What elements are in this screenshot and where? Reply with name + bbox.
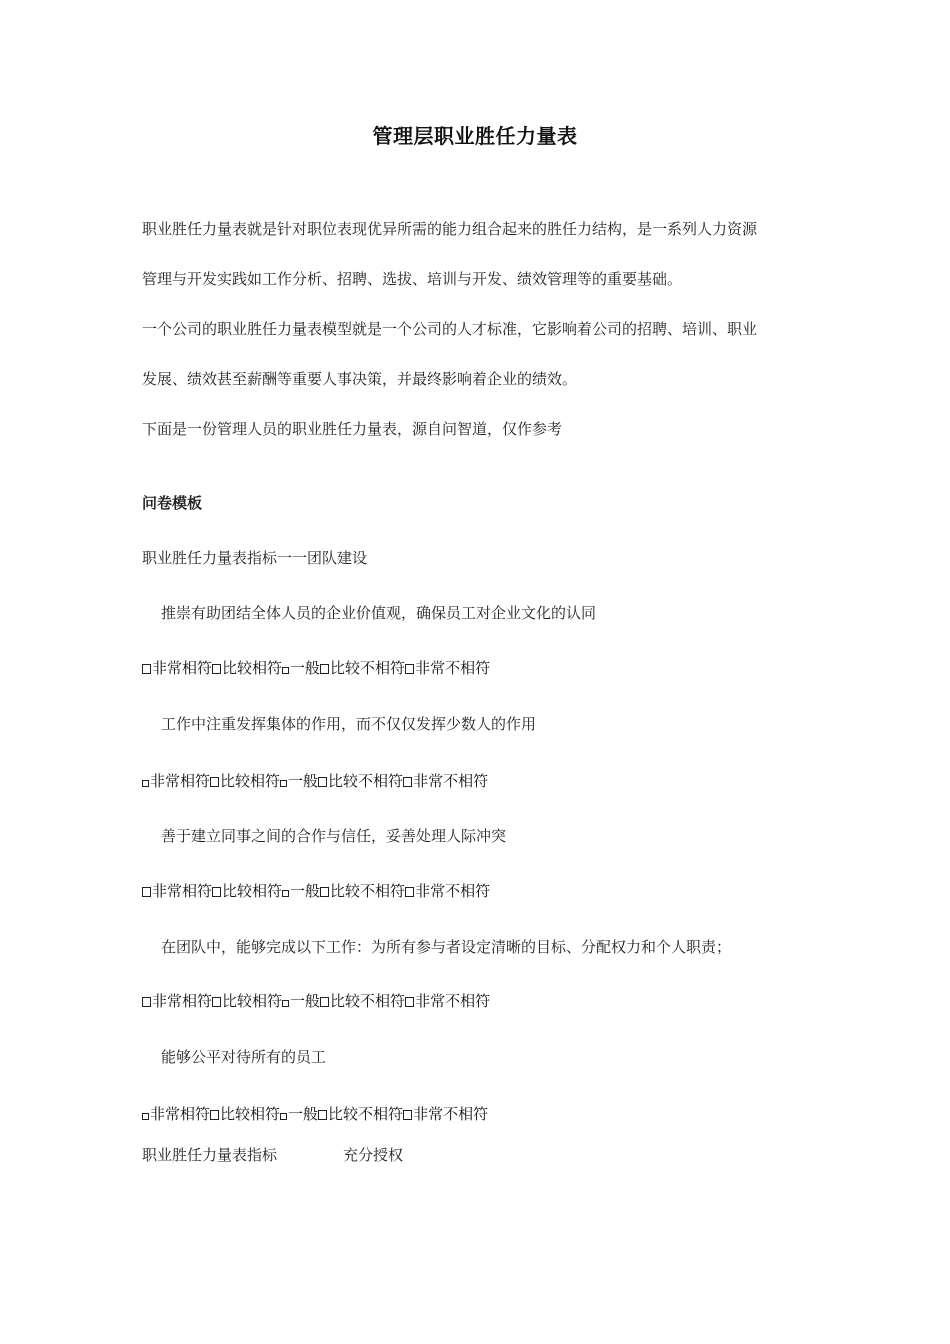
answer-options-4 [142, 991, 490, 1011]
option-very-consistent[interactable] [142, 1104, 210, 1124]
checkbox-icon[interactable] [212, 887, 221, 897]
option-fairly-inconsistent[interactable] [320, 881, 405, 901]
question-item-1: 推崇有助团结全体人员的企业价值观，确保员工对企业文化的认同 [161, 604, 597, 622]
option-fairly-consistent[interactable] [210, 1104, 280, 1124]
option-fairly-consistent[interactable] [212, 658, 282, 678]
option-neutral[interactable] [282, 991, 320, 1011]
answer-options-1 [142, 658, 490, 678]
option-label: 比较相符 [222, 882, 283, 900]
checkbox-icon[interactable] [320, 997, 329, 1007]
option-label: 比较相符 [222, 659, 283, 677]
option-label: 非常相符 [150, 1105, 211, 1123]
checkbox-icon[interactable] [320, 664, 329, 674]
option-very-inconsistent[interactable] [405, 658, 490, 678]
option-very-consistent[interactable] [142, 658, 212, 678]
answer-options-3 [142, 881, 490, 901]
question-item-2: 工作中注重发挥集体的作用，而不仅仅发挥少数人的作用 [161, 715, 537, 733]
option-label: 一般 [288, 772, 319, 790]
question-item-5: 能够公平对待所有的员工 [161, 1048, 327, 1066]
checkbox-icon[interactable] [142, 664, 151, 674]
option-label: 比较不相符 [330, 882, 406, 900]
option-very-consistent[interactable] [142, 991, 212, 1011]
checkbox-icon[interactable] [282, 1000, 289, 1007]
checkbox-icon[interactable] [212, 664, 221, 674]
option-label: 非常相符 [152, 992, 213, 1010]
question-item-4: 在团队中，能够完成以下工作：为所有参与者设定清晰的目标、分配权力和个人职责； [161, 938, 732, 956]
option-label: 非常不相符 [413, 772, 489, 790]
intro-line-5: 下面是一份管理人员的职业胜任力量表，源自问智道，仅作参考 [142, 420, 563, 438]
intro-line-3: 一个公司的职业胜任力量表模型就是一个公司的人才标准，它影响着公司的招聘、培训、职业 [142, 320, 758, 338]
option-neutral[interactable] [280, 771, 318, 791]
option-label: 比较不相符 [328, 772, 404, 790]
option-label: 非常不相符 [415, 992, 491, 1010]
intro-line-2: 管理与开发实践如工作分析、招聘、选拔、培训与开发、绩效管理等的重要基础。 [142, 270, 683, 288]
checkbox-icon[interactable] [210, 1110, 219, 1120]
option-very-inconsistent[interactable] [403, 771, 488, 791]
option-neutral[interactable] [280, 1104, 318, 1124]
option-label: 比较不相符 [330, 992, 406, 1010]
option-very-inconsistent[interactable] [405, 991, 490, 1011]
checkbox-icon[interactable] [212, 997, 221, 1007]
option-label: 非常相符 [150, 772, 211, 790]
document-title: 管理层职业胜任力量表 [372, 124, 578, 148]
checkbox-icon[interactable] [320, 887, 329, 897]
option-label: 比较相符 [220, 772, 281, 790]
checkbox-icon[interactable] [142, 997, 151, 1007]
checkbox-icon[interactable] [318, 777, 327, 787]
option-very-consistent[interactable] [142, 771, 210, 791]
option-neutral[interactable] [282, 881, 320, 901]
option-fairly-consistent[interactable] [212, 991, 282, 1011]
checkbox-icon[interactable] [142, 1113, 149, 1120]
checkbox-icon[interactable] [142, 780, 149, 787]
option-label: 非常不相符 [415, 882, 491, 900]
template-heading: 问卷模板 [142, 494, 203, 512]
intro-line-1: 职业胜任力量表就是针对职位表现优异所需的能力组合起来的胜任力结构，是一系列人力资源 [142, 220, 758, 238]
option-label: 非常相符 [152, 659, 213, 677]
checkbox-icon[interactable] [403, 1110, 412, 1120]
indicator-title: 职业胜任力量表指标一一团队建设 [142, 549, 368, 567]
option-label: 比较相符 [220, 1105, 281, 1123]
intro-line-4: 发展、绩效甚至薪酬等重要人事决策，并最终影响着企业的绩效。 [142, 370, 578, 388]
option-label: 非常相符 [152, 882, 213, 900]
indicator-footer-row [142, 1145, 404, 1165]
option-fairly-inconsistent[interactable] [320, 658, 405, 678]
checkbox-icon[interactable] [405, 664, 414, 674]
option-label: 比较不相符 [328, 1105, 404, 1123]
option-label: 一般 [290, 659, 321, 677]
checkbox-icon[interactable] [280, 1113, 287, 1120]
checkbox-icon[interactable] [403, 777, 412, 787]
checkbox-icon[interactable] [142, 887, 151, 897]
checkbox-icon[interactable] [282, 667, 289, 674]
checkbox-icon[interactable] [318, 1110, 327, 1120]
option-fairly-inconsistent[interactable] [318, 771, 403, 791]
option-fairly-consistent[interactable] [212, 881, 282, 901]
question-item-3: 善于建立同事之间的合作与信任，妥善处理人际冲突 [161, 827, 507, 845]
checkbox-icon[interactable] [280, 780, 287, 787]
checkbox-icon[interactable] [282, 890, 289, 897]
indicator-footer-label: 职业胜任力量表指标 [142, 1146, 278, 1164]
option-very-inconsistent[interactable] [403, 1104, 488, 1124]
option-label: 比较不相符 [330, 659, 406, 677]
option-fairly-inconsistent[interactable] [320, 991, 405, 1011]
option-fairly-consistent[interactable] [210, 771, 280, 791]
option-label: 一般 [288, 1105, 319, 1123]
answer-options-2 [142, 771, 488, 791]
checkbox-icon[interactable] [210, 777, 219, 787]
option-label: 非常不相符 [413, 1105, 489, 1123]
indicator-footer-value: 充分授权 [343, 1146, 404, 1164]
checkbox-icon[interactable] [405, 997, 414, 1007]
option-very-consistent[interactable] [142, 881, 212, 901]
option-label: 非常不相符 [415, 659, 491, 677]
option-label: 比较相符 [222, 992, 283, 1010]
option-label: 一般 [290, 882, 321, 900]
option-neutral[interactable] [282, 658, 320, 678]
option-fairly-inconsistent[interactable] [318, 1104, 403, 1124]
option-label: 一般 [290, 992, 321, 1010]
option-very-inconsistent[interactable] [405, 881, 490, 901]
checkbox-icon[interactable] [405, 887, 414, 897]
answer-options-5 [142, 1104, 488, 1124]
